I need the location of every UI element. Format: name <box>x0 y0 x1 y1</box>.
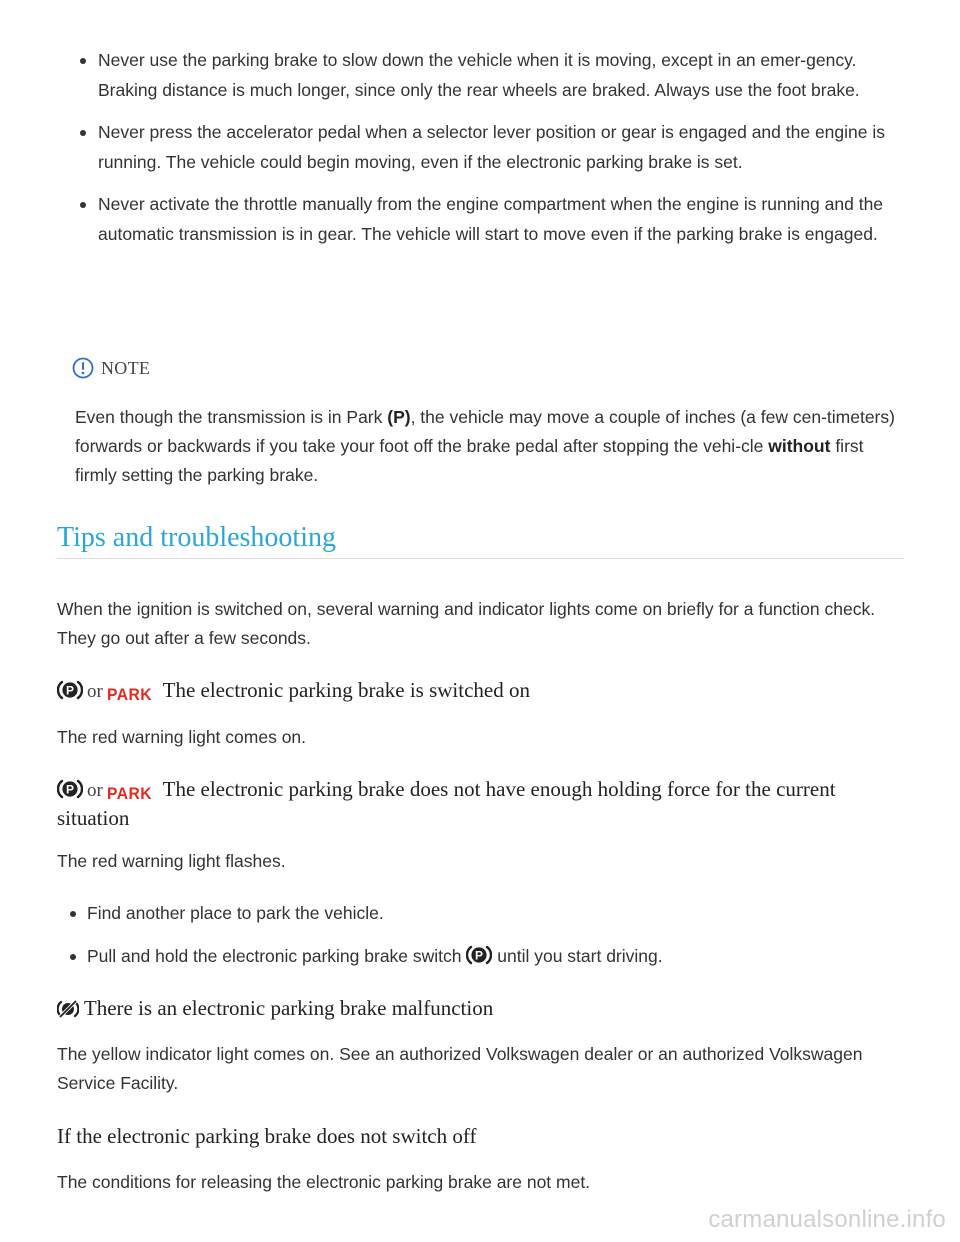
no-switch-off-text: The conditions for releasing the electronic parking brake are not met. <box>57 1172 591 1192</box>
list-item: Find another place to park the vehicle. <box>57 899 897 928</box>
malfunction-heading: There is an electronic parking brake malfunction <box>57 996 877 1021</box>
section-intro: When the ignition is switched on, several warning and indicator lights come on briefly for a function check. They go out after a few seconds. <box>57 599 876 648</box>
parking-brake-icon <box>57 778 83 800</box>
section-divider <box>57 558 904 559</box>
svg-text:P: P <box>475 948 484 963</box>
parking-brake-icon <box>466 944 492 966</box>
svg-text:P: P <box>65 782 75 797</box>
note-bold-without: without <box>768 436 831 456</box>
malfunction-text: The yellow indicator light comes on. See an authorized Volkswagen dealer or an authorized Volkswagen Service Facility. <box>57 1044 863 1093</box>
warning-item: Never press the accelerator pedal when a selector lever position or gear is engaged and the engine is running. The vehicle could begin moving, even if the electronic parking brake is set. <box>66 117 896 177</box>
warning-item: Never use the parking brake to slow down the vehicle when it is moving, except in an emer-gency. Braking distance is much longer, since only the rear wheels are braked. Always use the foot brake. <box>66 45 896 105</box>
park-badge: PARK <box>106 685 152 704</box>
holding-force-steps <box>57 899 897 985</box>
note-label: NOTE <box>101 357 151 378</box>
holding-force-heading: P or PARK The electronic parking brake does not have enough holding force for the current situation <box>57 777 836 830</box>
no-switch-off-heading: If the electronic parking brake does not switch off <box>57 1124 477 1148</box>
exclamation-circle-icon <box>72 357 94 379</box>
warning-list <box>66 45 896 261</box>
section-title: Tips and troubleshooting <box>57 522 336 553</box>
parking-brake-malfunction-icon <box>57 999 79 1019</box>
svg-text:P: P <box>65 683 75 698</box>
park-badge: PARK <box>106 784 152 803</box>
holding-force-text: The red warning light flashes. <box>57 851 286 871</box>
watermark: carmanualsonline.info <box>708 1206 946 1233</box>
warning-item: Never activate the throttle manually from the engine compartment when the engine is running and the automatic transmission is in gear. The vehicle will start to move even if the parking brake is engaged. <box>66 189 896 249</box>
parking-brake-icon <box>57 679 83 701</box>
list-item: Pull and hold the electronic parking brake switch P until you start driving. <box>57 942 897 971</box>
note-text: Even though the transmission is in Park (P), the vehicle may move a couple of inches (a few cen-timeters) forwards or backwards if you take your foot off the brake pedal after stopping the vehi-cle without first firmly setting the parking brake. <box>75 407 895 485</box>
brake-on-text: The red warning light comes on. <box>57 727 307 747</box>
brake-on-heading: P or PARK The electronic parking brake is switched on <box>57 678 877 707</box>
note-header <box>72 356 150 380</box>
note-bold-park: (P) <box>387 407 411 427</box>
